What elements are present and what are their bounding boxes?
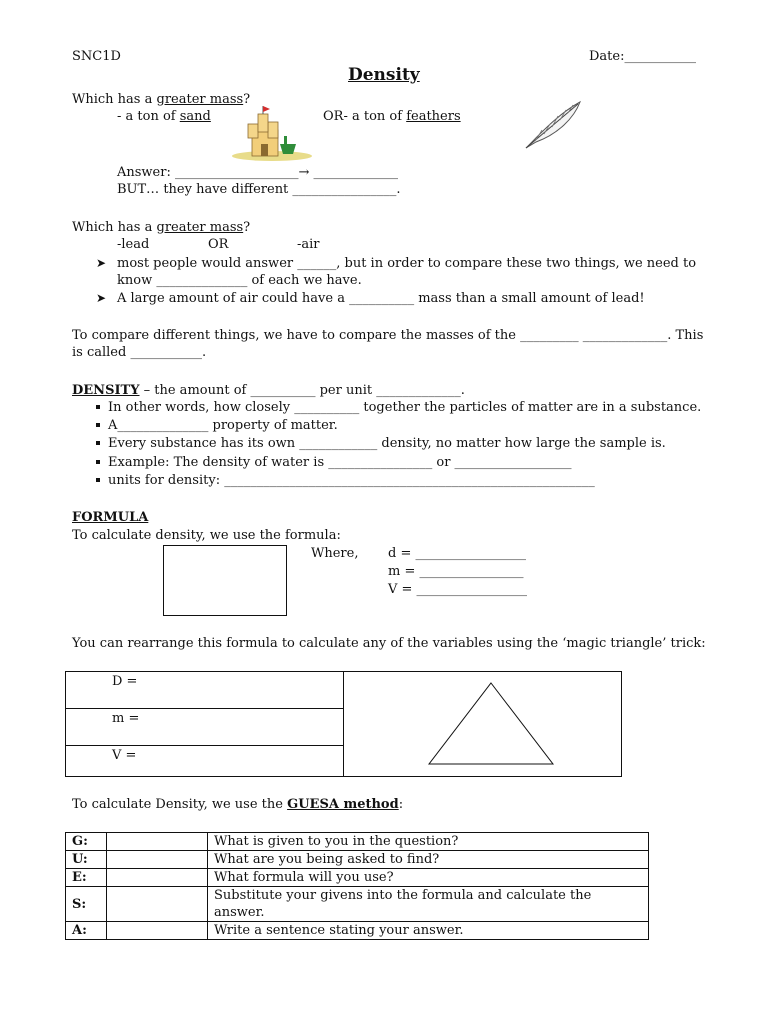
table-row — [66, 869, 649, 887]
density-bullet: In other words, how closely __________ together the particles of matter are in a substance. — [108, 400, 702, 415]
compare-line2: is called ___________. — [72, 345, 207, 360]
formula-d: d = _________________ — [388, 546, 526, 561]
formula-v: V = _________________ — [388, 582, 528, 597]
table-row — [66, 887, 649, 922]
square-bullet-icon — [96, 460, 100, 464]
density-bullet: A______________ property of matter. — [108, 418, 338, 433]
guesa-key: A: — [66, 922, 107, 940]
arrow-bullet-icon: ➤ — [96, 291, 107, 305]
q1-option-sand: - a ton of sand — [117, 109, 211, 124]
q1-option-feathers: OR- a ton of feathers — [323, 109, 461, 124]
table-divider — [343, 671, 344, 777]
q1-question: Which has a greater mass? — [72, 92, 251, 107]
guesa-desc: Substitute your givens into the formula and calculate the answer. — [208, 887, 649, 922]
q2-option-lead: -lead — [117, 237, 150, 252]
guesa-desc: Write a sentence stating your answer. — [208, 922, 649, 940]
formula-box — [163, 545, 287, 616]
q2-option-air: -air — [297, 237, 320, 252]
feather-image — [522, 100, 584, 150]
q2-bullet2: A large amount of air could have a __________ mass than a small amount of lead! — [117, 291, 645, 306]
q1-but-line: BUT… they have different ________________. — [117, 182, 401, 197]
rearrange-row-m: m = — [112, 711, 140, 726]
guesa-desc: What are you being asked to find? — [208, 851, 649, 869]
square-bullet-icon — [96, 478, 100, 482]
formula-m: m = ________________ — [388, 564, 524, 579]
rearrange-text: You can rearrange this formula to calculate any of the variables using the ‘magic triangle’ trick: — [72, 636, 706, 651]
density-definition: DENSITY – the amount of __________ per unit _____________. — [72, 383, 465, 398]
guesa-table — [65, 832, 649, 940]
guesa-desc: What is given to you in the question? — [208, 833, 649, 851]
date-field: Date:___________ — [589, 49, 696, 64]
guesa-answer-cell — [107, 922, 208, 940]
guesa-key: E: — [66, 869, 107, 887]
density-bullet: units for density: _________________________________________________________ — [108, 473, 595, 488]
magic-triangle-icon — [426, 681, 556, 767]
guesa-desc: What formula will you use? — [208, 869, 649, 887]
q2-bullet1-line1: most people would answer ______, but in order to compare these two things, we need to — [117, 256, 697, 271]
q2-bullet1-line2: know ______________ of each we have. — [117, 273, 362, 288]
guesa-answer-cell — [107, 869, 208, 887]
table-row — [66, 922, 649, 940]
square-bullet-icon — [96, 405, 100, 409]
formula-heading: FORMULA — [72, 510, 149, 525]
guesa-key: G: — [66, 833, 107, 851]
compare-line1: To compare different things, we have to compare the masses of the _________ _____________. This — [72, 328, 704, 343]
density-bullet: Example: The density of water is ________________ or __________________ — [108, 455, 572, 470]
formula-intro: To calculate density, we use the formula: — [72, 528, 341, 543]
table-divider — [65, 745, 344, 746]
square-bullet-icon — [96, 441, 100, 445]
table-row — [66, 851, 649, 869]
q2-or: OR — [208, 237, 229, 252]
guesa-intro: To calculate Density, we use the GUESA method: — [72, 797, 404, 812]
q2-question: Which has a greater mass? — [72, 220, 251, 235]
density-bullet: Every substance has its own ____________ density, no matter how large the sample is. — [108, 436, 666, 451]
table-divider — [65, 708, 344, 709]
guesa-key: S: — [66, 887, 107, 922]
rearrange-row-d: D = — [112, 674, 138, 689]
q1-answer-line: Answer: ___________________→ _____________ — [117, 165, 399, 180]
guesa-answer-cell — [107, 851, 208, 869]
course-code: SNC1D — [72, 49, 121, 64]
formula-where: Where, — [311, 546, 359, 561]
arrow-bullet-icon: ➤ — [96, 256, 107, 270]
sandcastle-image — [230, 106, 314, 162]
page-title: Density — [348, 65, 420, 85]
guesa-answer-cell — [107, 887, 208, 922]
guesa-key: U: — [66, 851, 107, 869]
rearrange-row-v: V = — [112, 748, 137, 763]
square-bullet-icon — [96, 423, 100, 427]
guesa-answer-cell — [107, 833, 208, 851]
table-row — [66, 833, 649, 851]
